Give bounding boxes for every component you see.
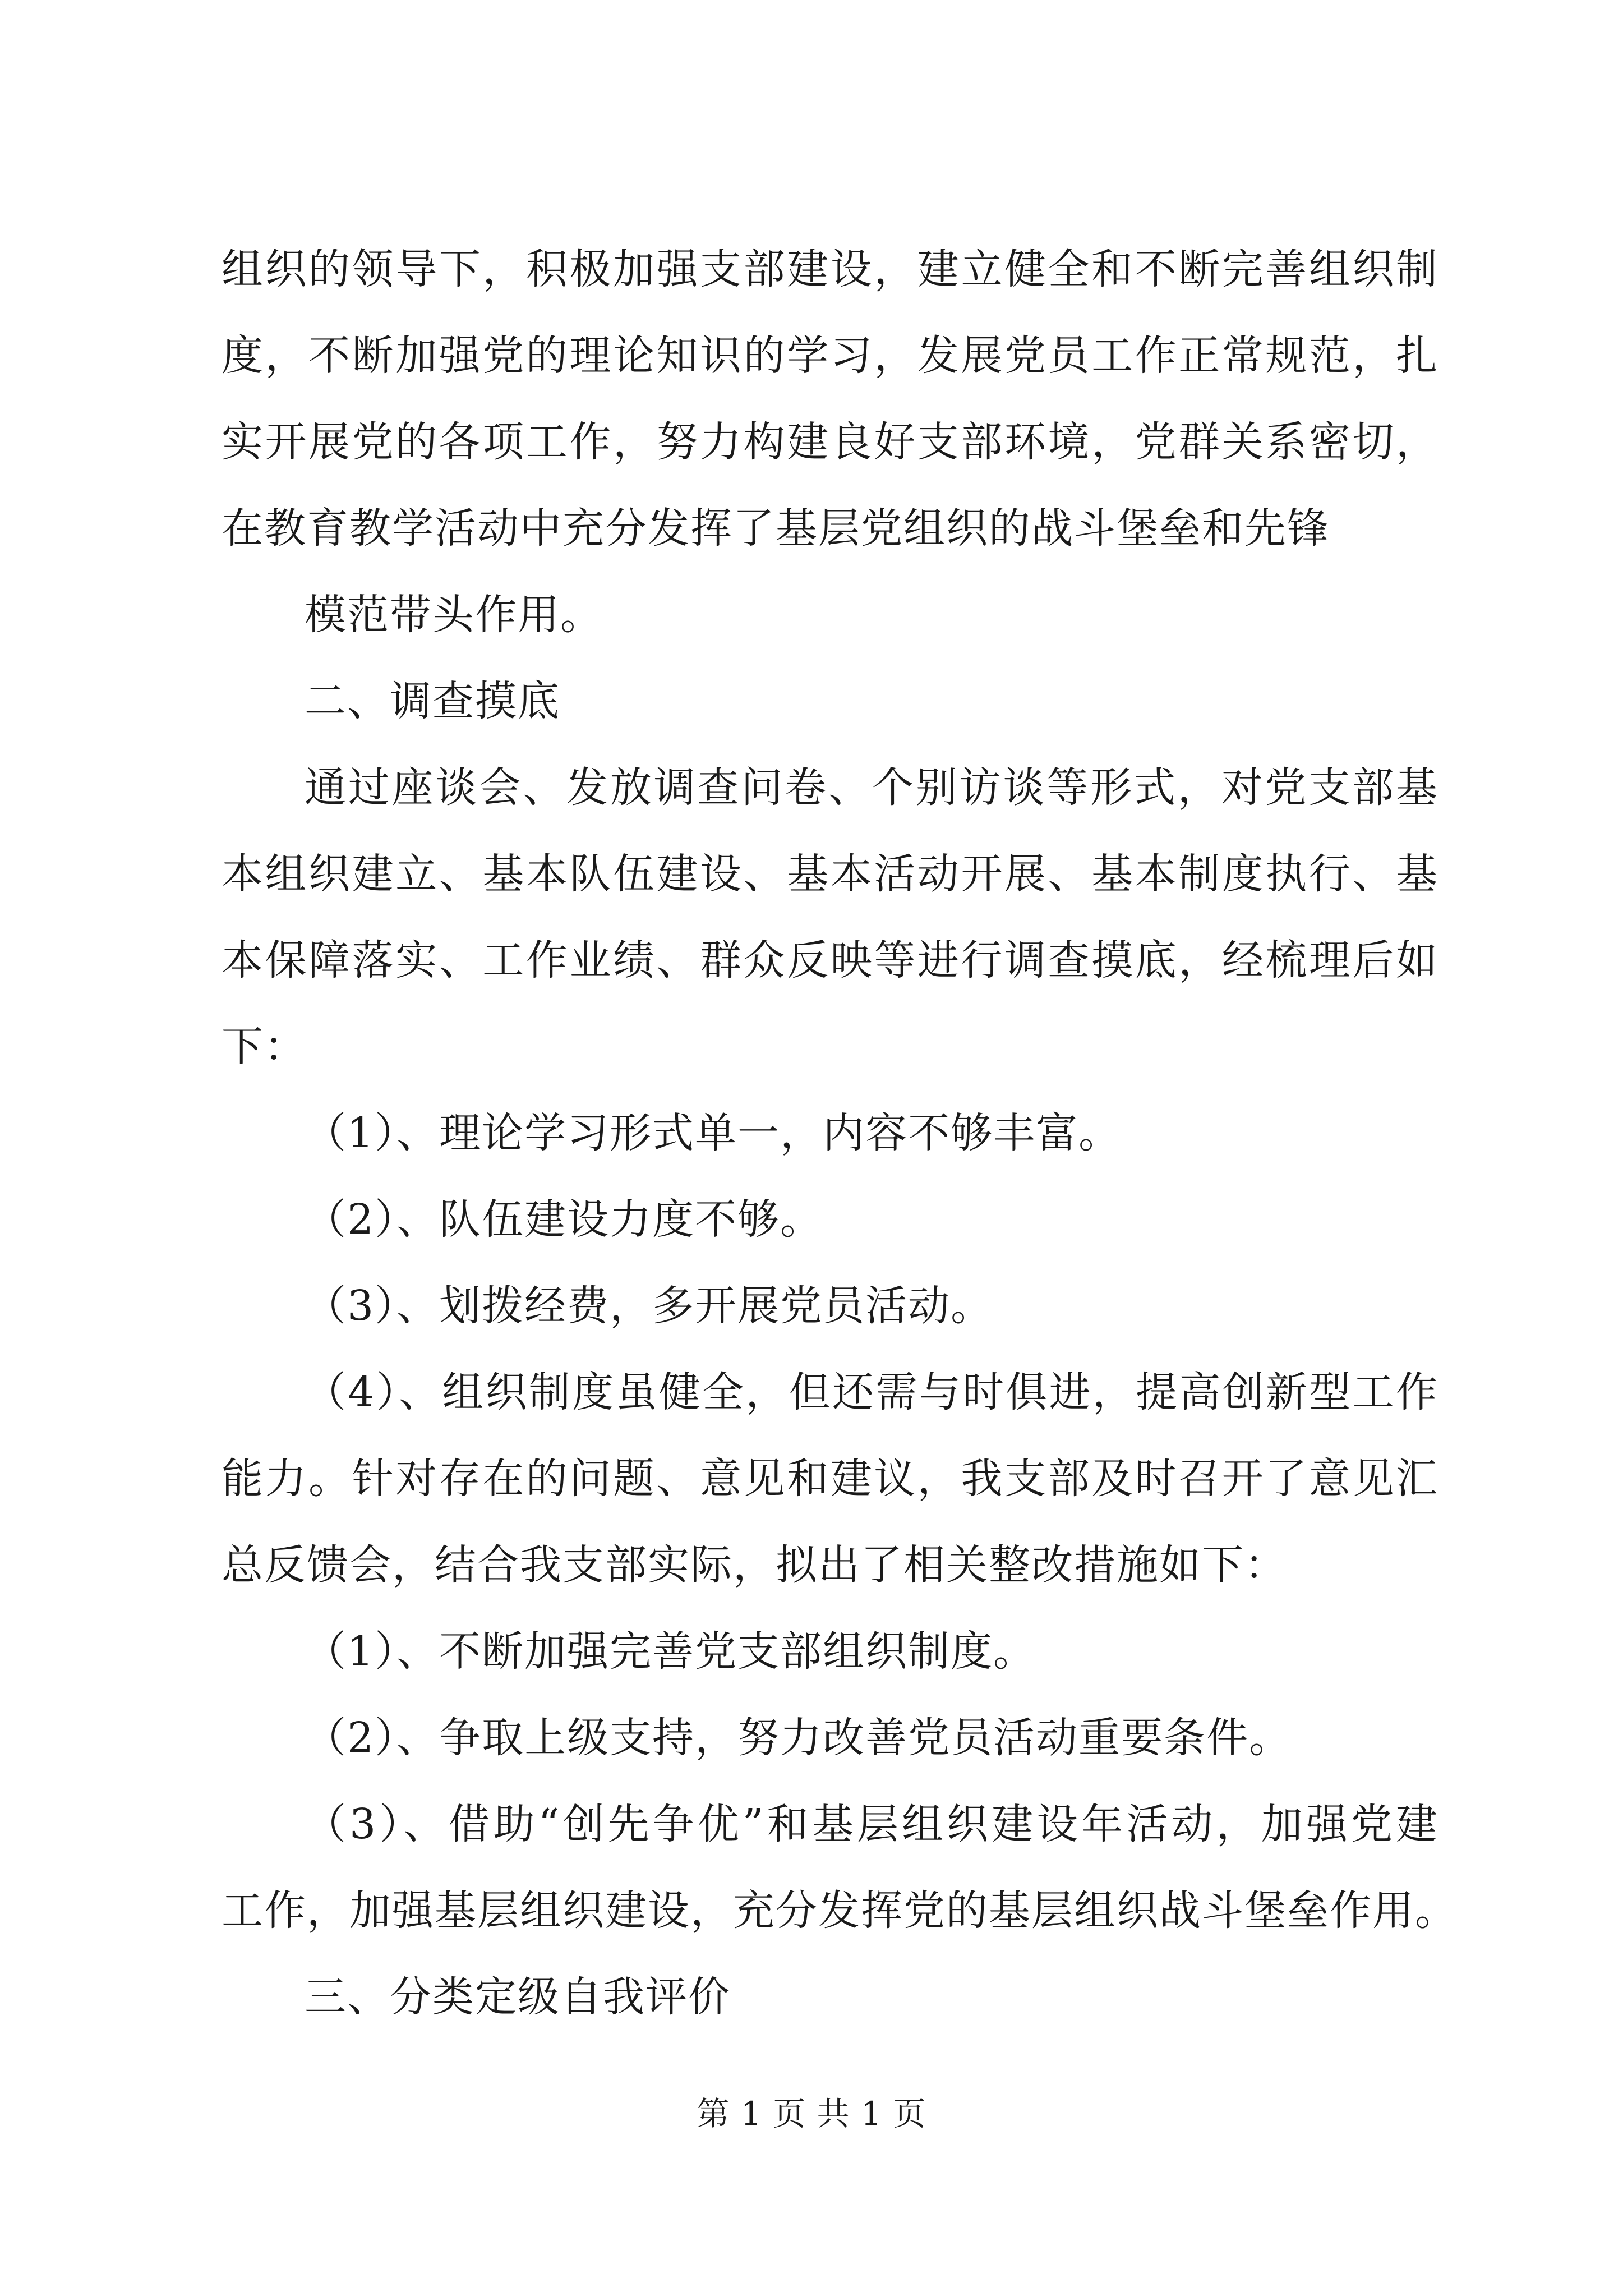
- paragraph-line: 度，不断加强党的理论知识的学习，发展党员工作正常规范，扎: [222, 332, 1438, 380]
- paragraph-line: 模范带头作用。: [305, 591, 603, 639]
- document-body: [222, 241, 1458, 2055]
- paragraph-line: 本组织建立、基本队伍建设、基本活动开展、基本制度执行、基: [222, 850, 1438, 898]
- paragraph-line: 通过座谈会、发放调查问卷、个别访谈等形式，对党支部基: [305, 763, 1438, 812]
- list-item: （1）、不断加强完善党支部组织制度。: [305, 1627, 1036, 1676]
- paragraph-line: 总反馈会，结合我支部实际，拟出了相关整改措施如下：: [222, 1541, 1287, 1589]
- list-item: （3）、借助“创先争优”和基层组织建设年活动，加强党建: [305, 1800, 1438, 1848]
- paragraph-line: 组织的领导下，积极加强支部建设，建立健全和不断完善组织制: [222, 245, 1438, 293]
- list-item: （1）、理论学习形式单一，内容不够丰富。: [305, 1109, 1122, 1157]
- list-item: （2）、争取上级支持，努力改善党员活动重要条件。: [305, 1714, 1292, 1762]
- paragraph-line: 下：: [222, 1023, 307, 1071]
- list-item: （3）、划拨经费，多开展党员活动。: [305, 1282, 994, 1330]
- list-item: （2）、队伍建设力度不够。: [305, 1195, 823, 1244]
- paragraph-line: 能力。针对存在的问题、意见和建议，我支部及时召开了意见汇: [222, 1455, 1438, 1503]
- section-heading: 二、调查摸底: [305, 677, 560, 725]
- page-footer: 第 1 页 共 1 页: [697, 2095, 926, 2133]
- paragraph-line: 实开展党的各项工作，努力构建良好支部环境，党群关系密切，: [222, 418, 1438, 466]
- paragraph-line: 在教育教学活动中充分发挥了基层党组织的战斗堡垒和先锋: [222, 504, 1330, 553]
- paragraph-line: 工作，加强基层组织建设，充分发挥党的基层组织战斗堡垒作用。: [222, 1887, 1458, 1935]
- section-heading: 三、分类定级自我评价: [305, 1973, 731, 2021]
- list-item: （4）、组织制度虽健全，但还需与时俱进，提高创新型工作: [305, 1368, 1438, 1416]
- paragraph-line: 本保障落实、工作业绩、群众反映等进行调查摸底，经梳理后如: [222, 936, 1438, 984]
